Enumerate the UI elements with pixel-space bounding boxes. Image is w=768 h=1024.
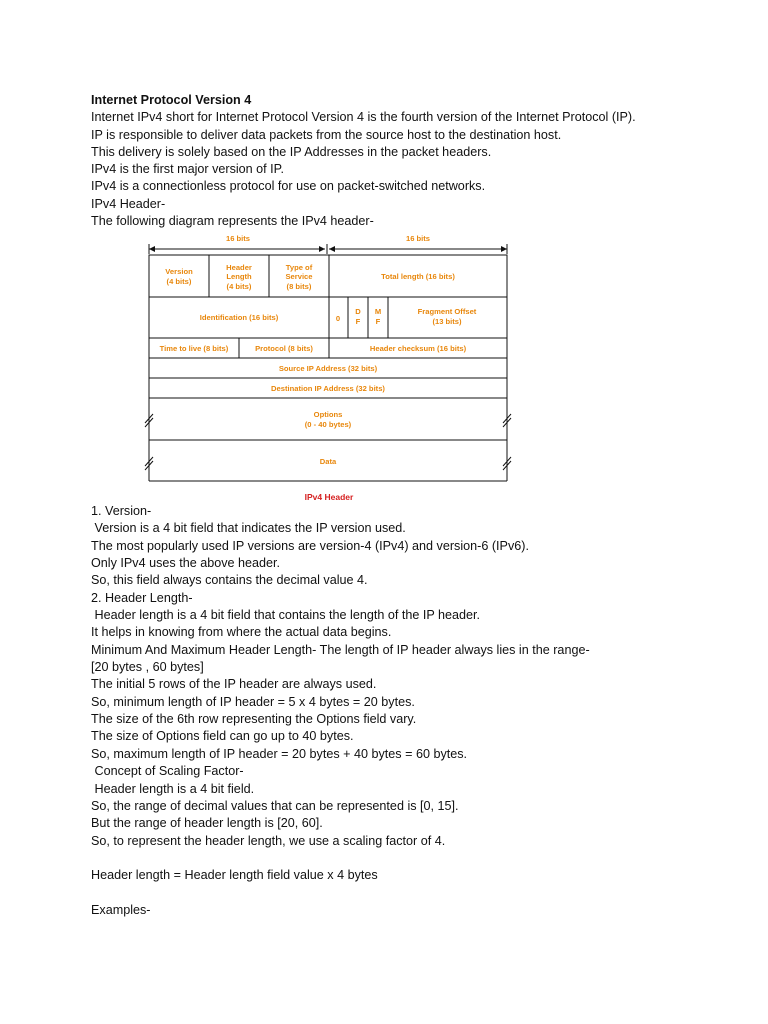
field-data: Data <box>319 457 337 466</box>
body-line: Minimum And Maximum Header Length- The length of IP header always lies in the range- <box>91 642 590 657</box>
body-spacer <box>91 885 731 902</box>
field-destination-ip: Destination IP Address (32 bits) <box>271 384 385 393</box>
body-spacer <box>91 850 731 867</box>
flag-df-line2: F <box>355 317 361 326</box>
field-type-of-service: Type of <box>285 263 313 272</box>
field-source-ip: Source IP Address (32 bits) <box>278 364 378 373</box>
body-line: So, maximum length of IP header = 20 bytes + 40 bytes = 60 bytes. <box>91 746 468 761</box>
flag-mf-line2: F <box>375 317 381 326</box>
body-line: The most popularly used IP versions are version-4 (IPv4) and version-6 (IPv6). <box>91 538 529 553</box>
field-options: Options <box>313 410 343 419</box>
intro-line: IP is responsible to deliver data packets from the source host to the destination host. <box>91 127 562 142</box>
body-line: Examples- <box>91 902 151 917</box>
field-header-length-line2: Length <box>226 272 252 281</box>
field-protocol: Protocol (8 bits) <box>255 344 313 353</box>
field-header-checksum: Header checksum (16 bits) <box>369 344 467 353</box>
intro-line: IPv4 is a connectionless protocol for use on packet-switched networks. <box>91 179 486 194</box>
body-line: So, to represent the header length, we use a scaling factor of 4. <box>91 833 446 848</box>
dim-label-left: 16 bits <box>225 234 251 243</box>
field-type-of-service-bits: (8 bits) <box>286 282 312 291</box>
ipv4-header-diagram <box>142 228 522 508</box>
field-options-size: (0 - 40 bytes) <box>304 420 352 429</box>
document-intro <box>91 92 731 230</box>
body-line: 2. Header Length- <box>91 590 193 605</box>
field-version-bits: (4 bits) <box>166 277 192 286</box>
body-line: 1. Version- <box>91 504 152 518</box>
body-line: The size of the 6th row representing the Options field vary. <box>91 712 417 727</box>
intro-line: IPv4 is the first major version of IP. <box>91 162 284 177</box>
body-line: [20 bytes , 60 bytes] <box>91 660 204 675</box>
field-identification: Identification (16 bits) <box>199 313 279 322</box>
intro-line: This delivery is solely based on the IP Addresses in the packet headers. <box>91 144 492 159</box>
intro-line: IPv4 Header- <box>91 196 166 211</box>
body-line: Version is a 4 bit field that indicates the IP version used. <box>91 521 406 536</box>
body-line: So, minimum length of IP header = 5 x 4 bytes = 20 bytes. <box>91 694 415 709</box>
intro-line: The following diagram represents the IPv4 header- <box>91 214 374 229</box>
intro-line: Internet IPv4 short for Internet Protocol Version 4 is the fourth version of the Internet Protocol (IP). <box>91 110 636 125</box>
flag-reserved-zero: 0 <box>335 314 341 323</box>
field-ttl: Time to live (8 bits) <box>159 344 229 353</box>
flag-df: D <box>355 307 361 316</box>
body-line: The size of Options field can go up to 40 bytes. <box>91 729 354 744</box>
dim-label-right: 16 bits <box>405 234 431 243</box>
field-type-of-service-line2: Service <box>285 272 313 281</box>
document-body <box>91 503 731 919</box>
body-line: So, this field always contains the decimal value 4. <box>91 573 368 588</box>
field-total-length: Total length (16 bits) <box>381 272 455 281</box>
document-title: Internet Protocol Version 4 <box>91 93 252 107</box>
field-header-length-bits: (4 bits) <box>226 282 252 291</box>
body-line: Concept of Scaling Factor- <box>91 764 244 779</box>
flag-mf: M <box>374 307 382 316</box>
body-line: It helps in knowing from where the actual data begins. <box>91 625 392 640</box>
body-line: But the range of header length is [20, 60]. <box>91 816 323 831</box>
body-line: Header length is a 4 bit field. <box>91 781 255 796</box>
field-version: Version <box>165 267 193 276</box>
field-header-length: Header <box>226 263 252 272</box>
body-formula: Header length = Header length field value x 4 bytes <box>91 868 378 883</box>
field-fragment-offset: Fragment Offset <box>417 307 477 316</box>
body-line: Only IPv4 uses the above header. <box>91 556 281 571</box>
body-line: The initial 5 rows of the IP header are always used. <box>91 677 377 692</box>
body-line: Header length is a 4 bit field that contains the length of the IP header. <box>91 608 481 623</box>
diagram-caption: IPv4 Header <box>304 492 354 502</box>
body-line: So, the range of decimal values that can be represented is [0, 15]. <box>91 798 459 813</box>
field-fragment-offset-bits: (13 bits) <box>432 317 462 326</box>
